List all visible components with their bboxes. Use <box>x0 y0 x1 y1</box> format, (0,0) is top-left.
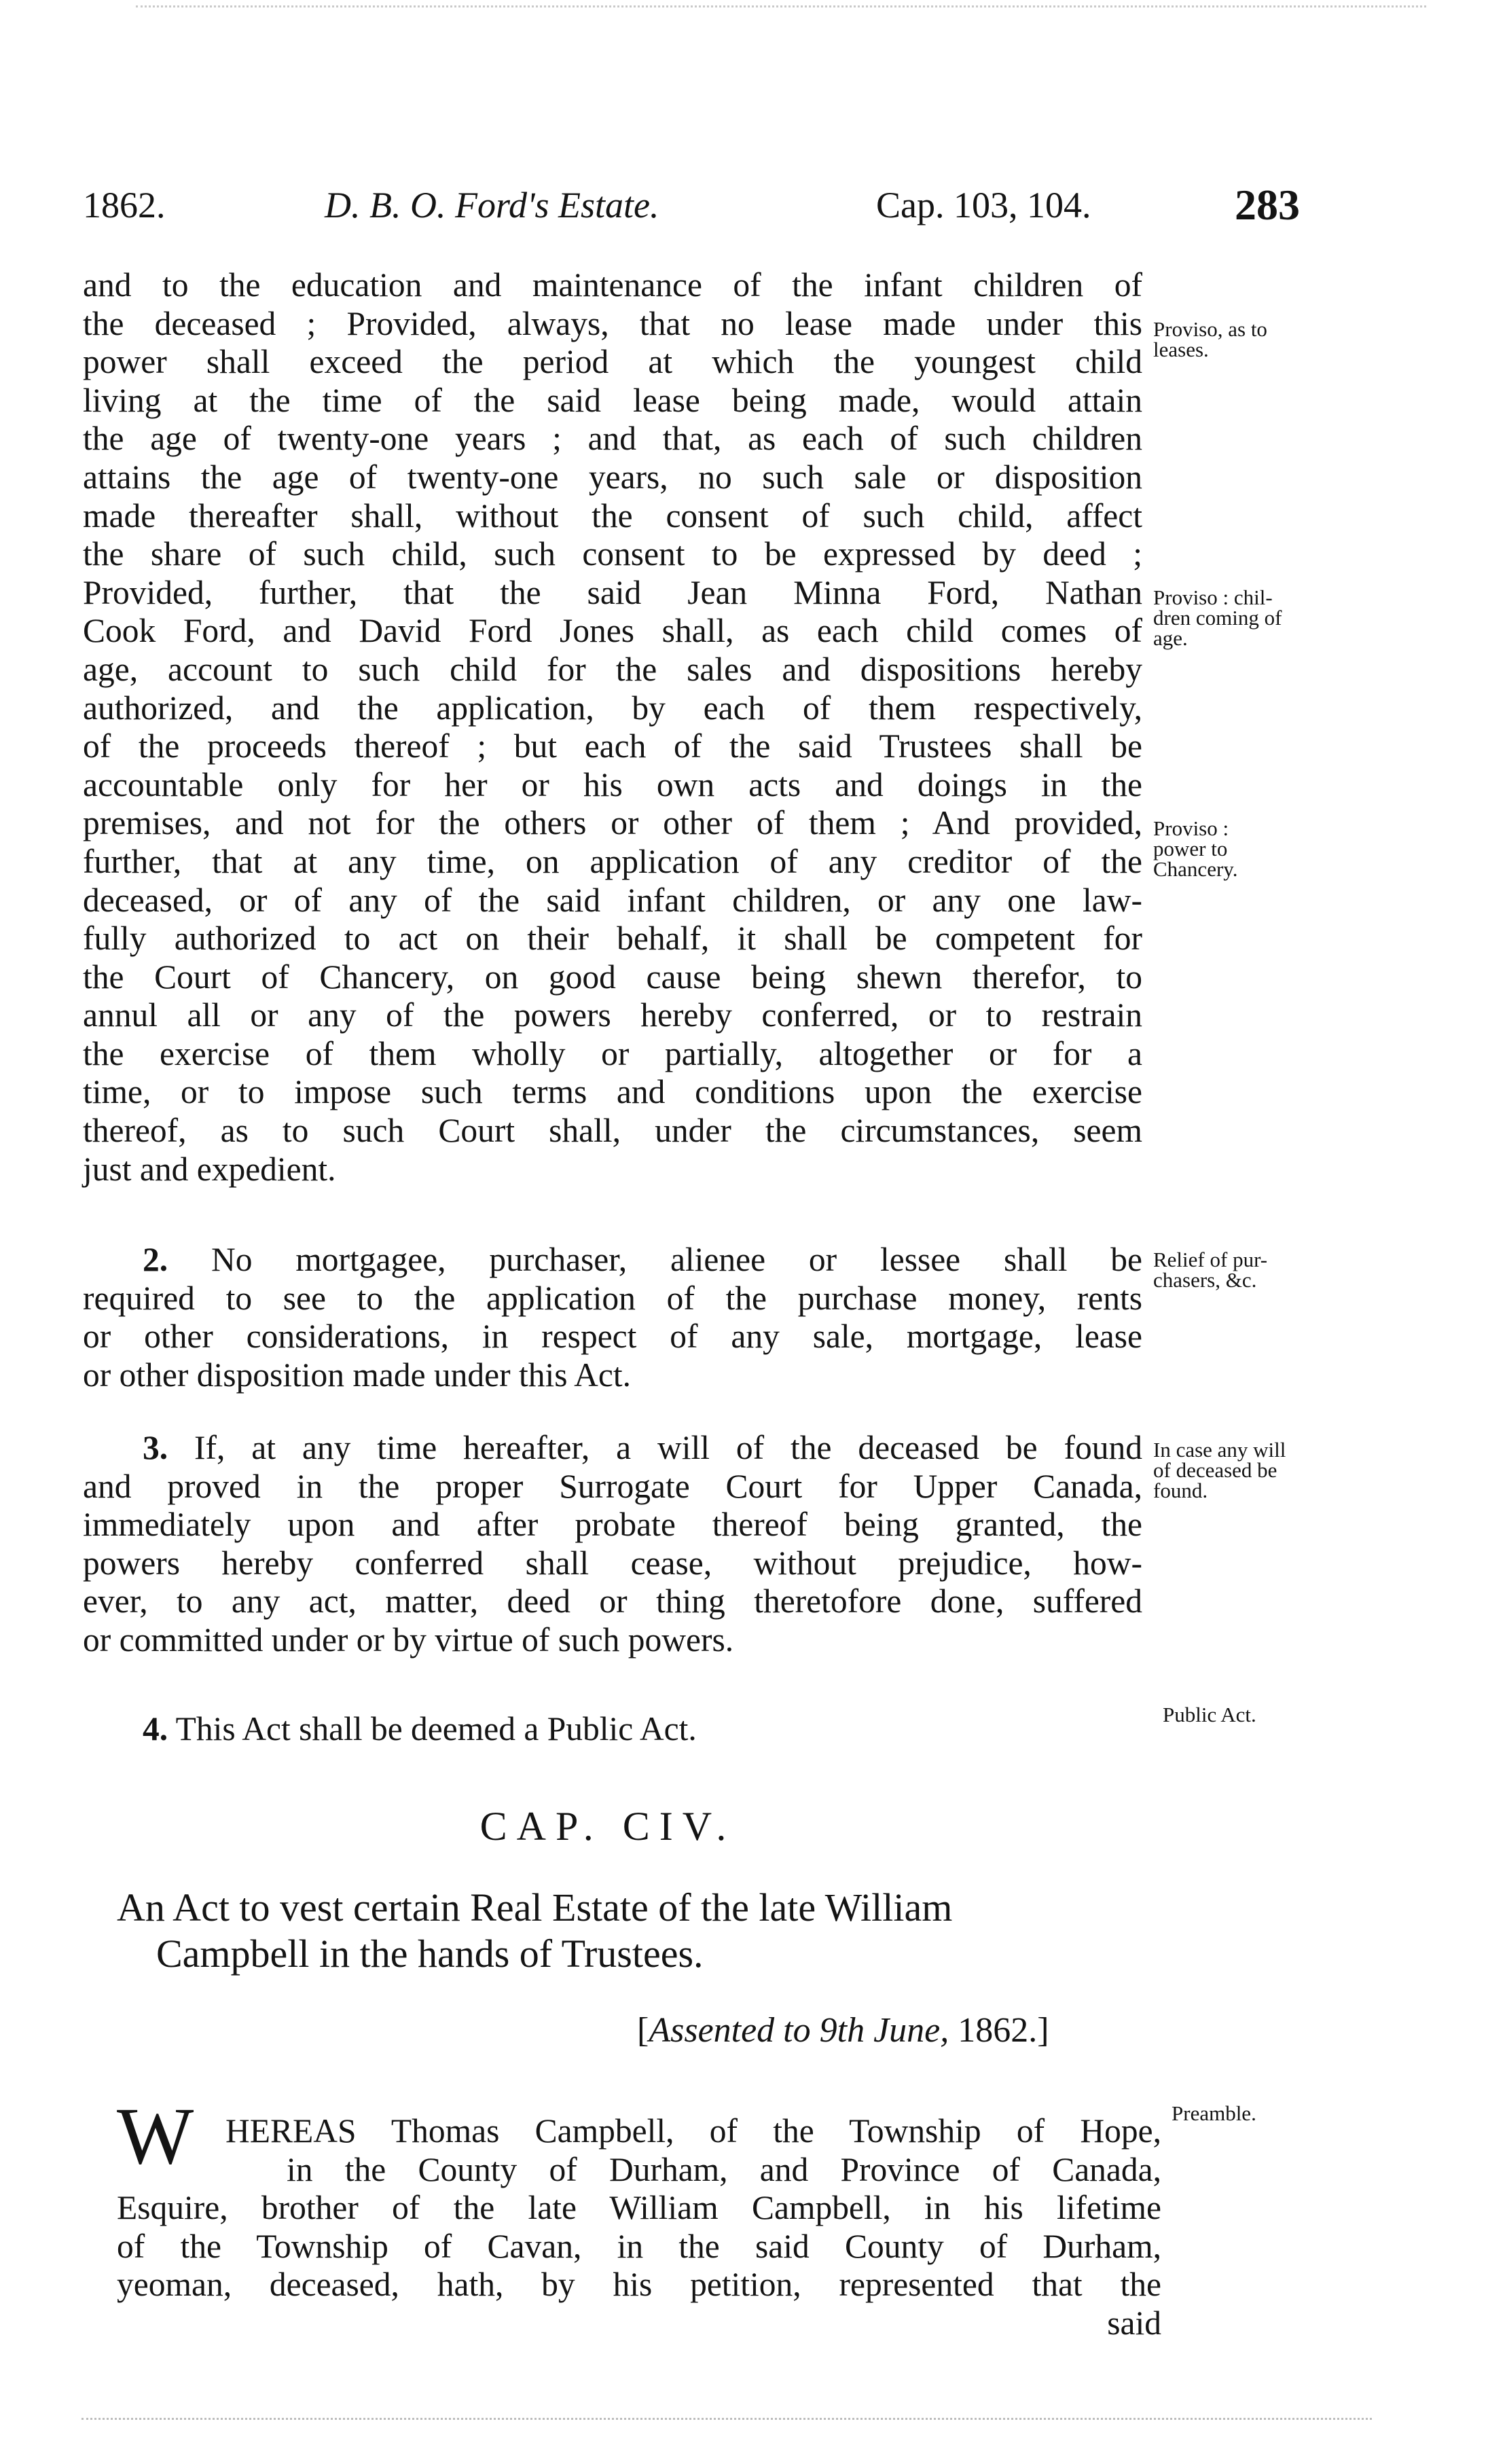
section-1-line: the age of twenty-one years ; and that, as each of such children <box>83 420 1142 458</box>
section-4 <box>83 1710 1142 1749</box>
margin-note-proviso-leases: Proviso, as to leases. <box>1153 317 1267 361</box>
header-page-number: 283 <box>1235 181 1300 229</box>
chapter-heading: CAP. CIV. <box>479 1804 736 1849</box>
scan-edge-specks <box>136 5 1426 10</box>
header-year: 1862. <box>83 185 166 225</box>
section-1-line: and to the education and maintenance of the infant children of <box>83 266 1142 304</box>
section-1-line: deceased, or of any of the said infant children, or any one law- <box>83 881 1142 919</box>
section-1-line: Provided, further, that the said Jean Minna Ford, Nathan <box>83 573 1142 611</box>
section-1-line: further, that at any time, on application of any creditor of the <box>83 842 1142 880</box>
margin-note-preamble: Preamble. <box>1172 2101 1256 2125</box>
section-2-number: 2. <box>143 1241 168 1278</box>
act-title <box>117 1885 1176 1977</box>
section-1-line: power shall exceed the period at which the youngest child <box>83 343 1142 381</box>
act-title-line-1: An Act to vest certain Real Estate of the late William <box>117 1885 953 1929</box>
section-2-line: or other considerations, in respect of any sale, mortgage, lease <box>83 1318 1142 1356</box>
section-1-line: time, or to impose such terms and conditions upon the exercise <box>83 1073 1142 1111</box>
header-title: D. B. O. Ford's Estate. <box>325 185 659 225</box>
header-chapter: Cap. 103, 104. <box>876 185 1091 225</box>
preamble-line: Esquire, brother of the late William Campbell, in his lifetime <box>117 2189 1161 2227</box>
preamble-line: HEREAS Thomas Campbell, of the Township of Hope, <box>225 2112 1161 2150</box>
section-1-line: thereof, as to such Court shall, under the circumstances, seem <box>83 1112 1142 1150</box>
section-1-text <box>83 266 1142 1189</box>
margin-note-relief: Relief of pur- chasers, &c. <box>1153 1248 1268 1292</box>
section-1-line: age, account to such child for the sales and dispositions hereby <box>83 650 1142 688</box>
preamble-line: of the Township of Cavan, in the said County of Durham, <box>117 2227 1161 2265</box>
section-1-line: accountable only for her or his own acts and doings in the <box>83 765 1142 803</box>
section-3-line: immediately upon and after probate thereof being granted, the <box>83 1506 1142 1544</box>
section-2-first-line: 2. No mortgagee, purchaser, alienee or lessee shall be <box>143 1241 1142 1278</box>
margin-note-will-found: In case any will of deceased be found. <box>1153 1438 1286 1502</box>
section-2 <box>83 1241 1142 1394</box>
section-1-line: made thereafter shall, without the consent of such child, affect <box>83 496 1142 535</box>
section-1-line: annul all or any of the powers hereby conferred, or to restrain <box>83 996 1142 1034</box>
section-1-line: Cook Ford, and David Ford Jones shall, as each child comes of <box>83 612 1142 650</box>
preamble-line: said <box>1107 2304 1161 2342</box>
section-1-line: the share of such child, such consent to be expressed by deed ; <box>83 535 1142 573</box>
section-4-line: 4. This Act shall be deemed a Public Act. <box>143 1710 697 1747</box>
section-2-line: required to see to the application of the purchase money, rents <box>83 1279 1142 1317</box>
scan-edge-specks-bottom <box>81 2418 1372 2423</box>
section-2-line: or other disposition made under this Act. <box>83 1356 632 1394</box>
section-1-line: attains the age of twenty-one years, no such sale or disposition <box>83 458 1142 496</box>
section-1-line: the Court of Chancery, on good cause being shewn therefor, to <box>83 958 1142 996</box>
section-1-line: fully authorized to act on their behalf, it shall be competent for <box>83 920 1142 958</box>
section-1-line: the exercise of them wholly or partially, altogether or for a <box>83 1034 1142 1072</box>
section-3-number: 3. <box>143 1429 168 1466</box>
margin-note-public-act: Public Act. <box>1163 1703 1256 1726</box>
section-3-line: or committed under or by virtue of such powers. <box>83 1620 734 1659</box>
act-title-line-2: Campbell in the hands of Trustees. <box>156 1932 704 1976</box>
section-1-line: of the proceeds thereof ; but each of the said Trustees shall be <box>83 727 1142 765</box>
section-1-line: authorized, and the application, by each of them respectively, <box>83 689 1142 727</box>
section-1-line: premises, and not for the others or other of them ; And provided, <box>83 804 1142 842</box>
section-3-first-line: 3. If, at any time hereafter, a will of the deceased be found <box>143 1429 1143 1466</box>
assent-date: [Assented to 9th June, 1862.] <box>637 2011 1049 2050</box>
preamble-line: in the County of Durham, and Province of Canada, <box>287 2150 1161 2188</box>
preamble-line: yeoman, deceased, hath, by his petition, represented that the <box>117 2266 1161 2304</box>
section-3-line: and proved in the proper Surrogate Court for Upper Canada, <box>83 1467 1142 1505</box>
section-3 <box>83 1429 1142 1660</box>
section-1-line: the deceased ; Provided, always, that no lease made under this <box>83 304 1142 342</box>
section-1-line: living at the time of the said lease being made, would attain <box>83 381 1142 419</box>
margin-note-proviso-children: Proviso : chil- dren coming of age. <box>1153 585 1282 650</box>
section-4-number: 4. <box>143 1710 168 1747</box>
preamble-text <box>117 2112 1161 2343</box>
preamble-dropcap: W <box>117 2090 194 2181</box>
section-1-line: just and expedient. <box>83 1150 336 1188</box>
margin-note-proviso-chancery: Proviso : power to Chancery. <box>1153 816 1238 881</box>
section-3-line: powers hereby conferred shall cease, without prejudice, how- <box>83 1544 1142 1582</box>
section-3-line: ever, to any act, matter, deed or thing theretofore done, suffered <box>83 1582 1142 1620</box>
